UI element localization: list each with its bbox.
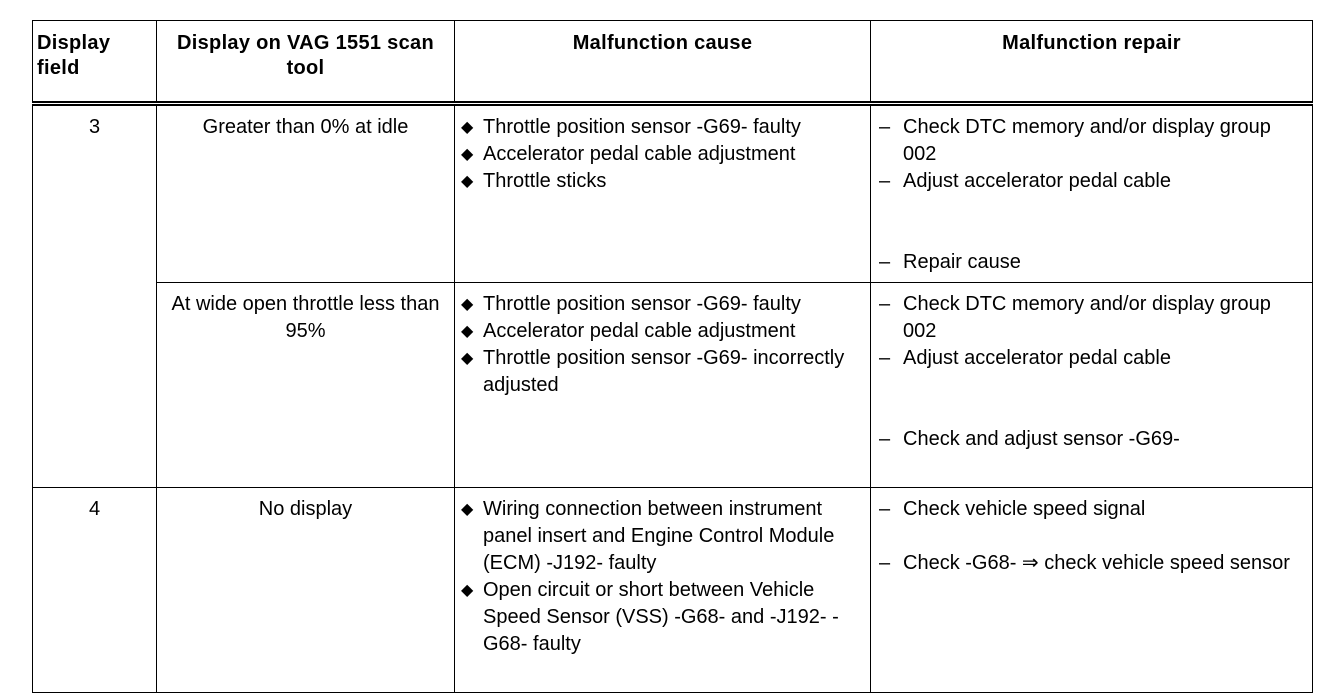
cause-item: ◆ Accelerator pedal cable adjustment: [461, 141, 864, 168]
cause-cell: [455, 488, 871, 693]
header-display-field: Display field: [33, 21, 157, 104]
cause-item: ◆ Accelerator pedal cable adjustment: [461, 318, 864, 345]
repair-list: [877, 291, 1306, 453]
cause-cell: [455, 104, 871, 283]
header-display-on-tool: Display on VAG 1551 scan tool: [157, 21, 455, 104]
repair-item: – Check DTC memory and/or display group 002: [877, 291, 1306, 345]
display-field-cell: 3: [33, 104, 157, 488]
repair-item: – Check DTC memory and/or display group 002: [877, 114, 1306, 168]
header-malfunction-cause: Malfunction cause: [455, 21, 871, 104]
display-value-cell: Greater than 0% at idle: [157, 104, 455, 283]
repair-cell: [871, 104, 1313, 283]
cause-item: ◆ Throttle sticks: [461, 168, 864, 195]
repair-item: – Check vehicle speed signal: [877, 496, 1306, 523]
cause-list: [461, 114, 864, 195]
cause-item: ◆ Throttle position sensor -G69- faulty: [461, 291, 864, 318]
header-malfunction-repair: Malfunction repair: [871, 21, 1313, 104]
repair-item: – Repair cause: [877, 249, 1306, 276]
repair-item: – Adjust accelerator pedal cable: [877, 345, 1306, 372]
repair-item: – Adjust accelerator pedal cable: [877, 168, 1306, 195]
display-value-cell: No display: [157, 488, 455, 693]
repair-item: – Check -G68- ⇒ check vehicle speed sensor: [877, 550, 1306, 577]
table-row: [33, 488, 1313, 693]
cause-item: ◆ Open circuit or short between Vehicle Speed Sensor (VSS) -G68- and -J192- -G68- faulty: [461, 577, 864, 658]
table-header: [33, 21, 1313, 104]
cause-item: ◆ Throttle position sensor -G69- faulty: [461, 114, 864, 141]
cause-list: [461, 291, 864, 399]
cause-cell: [455, 283, 871, 488]
display-value-cell: At wide open throttle less than 95%: [157, 283, 455, 488]
table-row: [33, 104, 1313, 283]
repair-item: – Check and adjust sensor -G69-: [877, 426, 1306, 453]
repair-list: [877, 114, 1306, 276]
cause-item: ◆ Throttle position sensor -G69- incorrectly adjusted: [461, 345, 864, 399]
diagnostic-table: [32, 20, 1313, 693]
header-row: [33, 21, 1313, 104]
table-row: [33, 283, 1313, 488]
table-body: [33, 104, 1313, 693]
cause-item: ◆ Wiring connection between instrument panel insert and Engine Control Module (ECM) -J192- faulty: [461, 496, 864, 577]
display-field-cell: 4: [33, 488, 157, 693]
repair-cell: [871, 283, 1313, 488]
repair-cell: [871, 488, 1313, 693]
repair-list: [877, 496, 1306, 577]
cause-list: [461, 496, 864, 658]
